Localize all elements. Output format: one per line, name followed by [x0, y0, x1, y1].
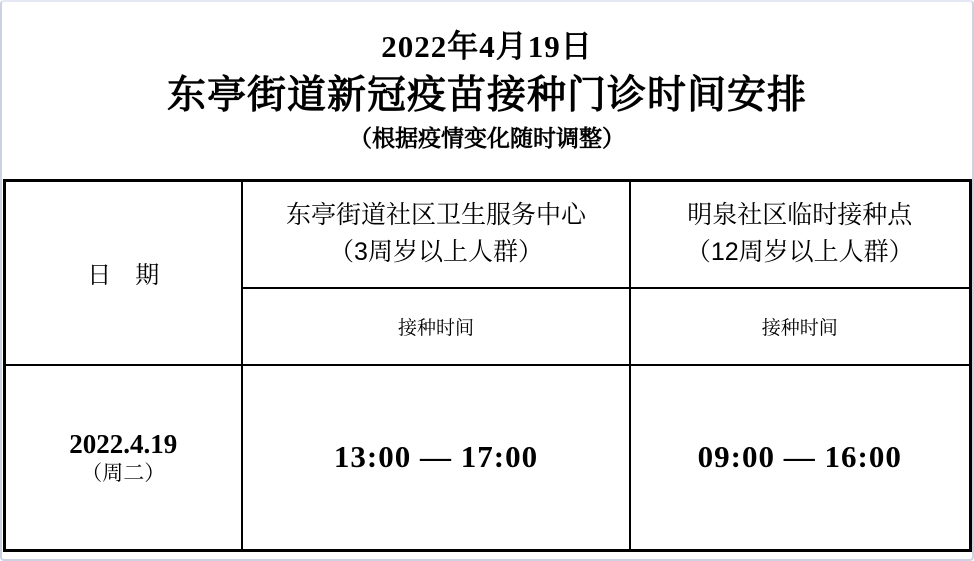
column-header-site-1 [242, 181, 630, 288]
column-header-date: 日 期 [4, 181, 242, 365]
table-row-site-headers [4, 181, 970, 288]
subheader-vaccination-time-site-2: 接种时间 [630, 288, 970, 365]
column-header-site-2 [630, 181, 970, 288]
schedule-time-site-2: 09:00 — 16:00 [630, 365, 970, 551]
site-2-eligibility: （12周岁以上人群） [685, 238, 914, 267]
notice-date-line: 2022年4月19日 [381, 29, 593, 64]
site-1-name: 东亭街道社区卫生服务中心 [285, 201, 586, 230]
table-row-schedule [4, 365, 970, 551]
vaccination-schedule-table [3, 179, 972, 552]
notice-header [2, 2, 972, 179]
site-2-name: 明泉社区临时接种点 [687, 201, 913, 230]
schedule-date: 2022.4.19 [69, 428, 178, 459]
schedule-time-site-1: 13:00 — 17:00 [242, 365, 630, 551]
notice-adjustment-note: （根据疫情变化随时调整） [349, 126, 625, 151]
site-1-eligibility: （3周岁以上人群） [329, 238, 543, 267]
schedule-date-cell [4, 365, 242, 551]
subheader-vaccination-time-site-1: 接种时间 [242, 288, 630, 365]
schedule-weekday: （周二） [81, 460, 166, 485]
notice-main-title: 东亭街道新冠疫苗接种门诊时间安排 [166, 74, 807, 117]
